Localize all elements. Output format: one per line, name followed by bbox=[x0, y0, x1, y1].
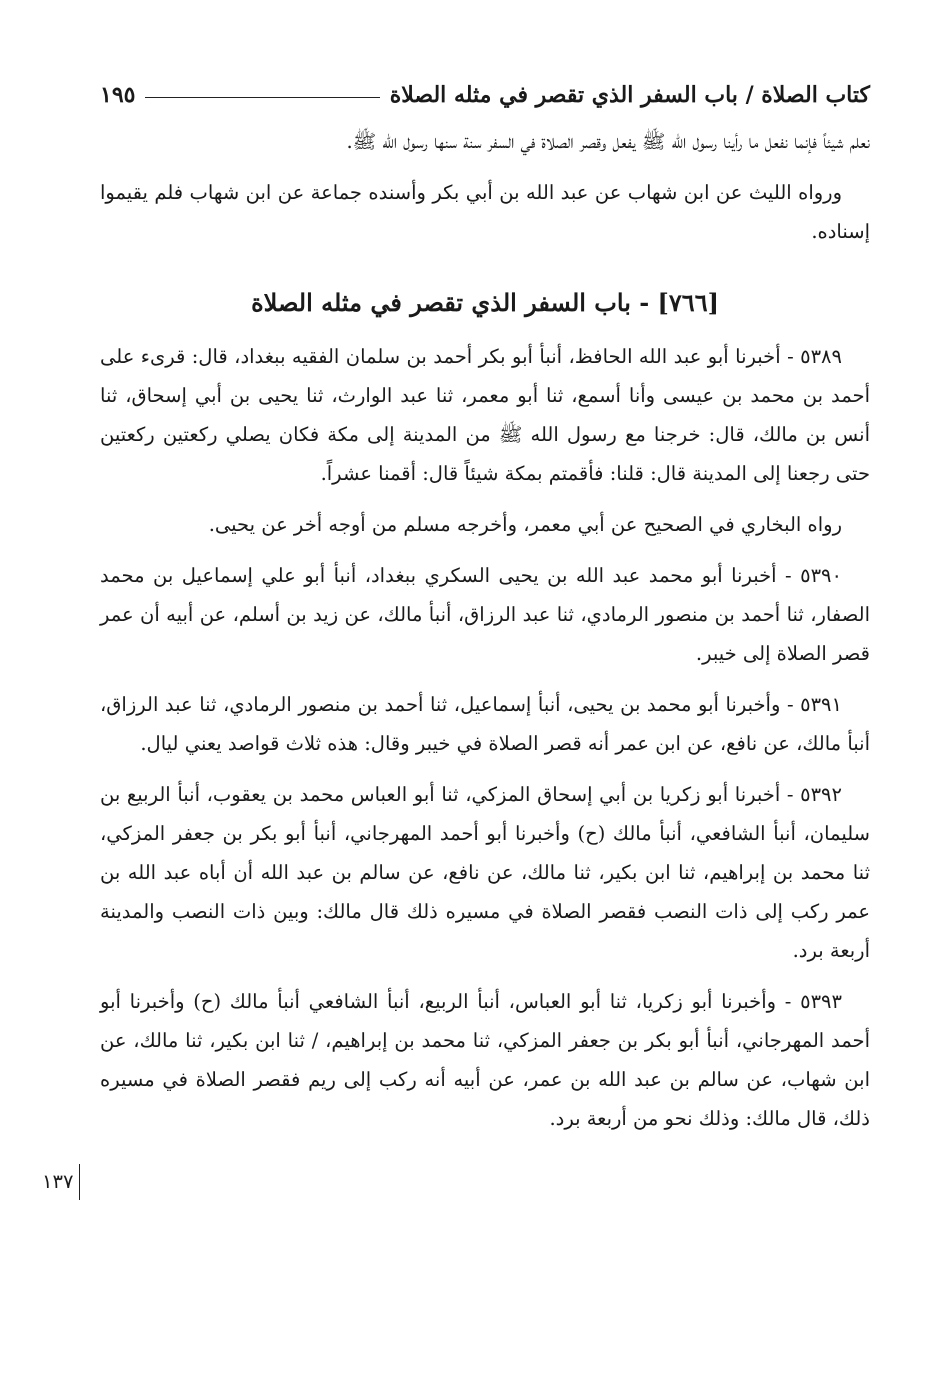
header-rule bbox=[145, 97, 379, 98]
paragraph: نعلم شيئاً فإنما نفعل ما رأينا رسول الله ﷺ يفعل وقصر الصلاة في السفر سنة سنها رسول الله ﷺ. bbox=[346, 130, 870, 153]
body-text bbox=[100, 122, 870, 1150]
commentary-paragraph: رواه البخاري في الصحيح عن أبي معمر، وأخرجه مسلم من أوجه أخر عن يحيى. bbox=[208, 513, 842, 536]
hadith-5391: ٥٣٩١ - وأخبرنا أبو محمد بن يحيى، أنبأ إسماعيل، ثنا أحمد بن منصور الرمادي، ثنا عبد الرزاق، أنبأ مالك، عن نافع، عن ابن عمر أنه قصر الصلاة في خيبر وقال: هذه ثلاث قواصد يعني ليال. bbox=[100, 693, 870, 755]
hadith-5389: ٥٣٨٩ - أخبرنا أبو عبد الله الحافظ، أنبأ أبو بكر أحمد بن سلمان الفقيه ببغداد، قال: قرىء على أحمد بن محمد بن عيسى وأنا أسمع، ثنا أبو معمر، ثنا عبد الوارث، ثنا يحيى بن أبي إسحاق، ثنا أنس بن مالك، قال: خرجنا مع رسول الله ﷺ من المدينة إلى مكة فكان يصلي ركعتين ركعتين حتى رجعنا إلى المدينة قال: قلنا: فأقمتم بمكة شيئاً قال: أقمنا عشراً. bbox=[100, 345, 870, 485]
hadith-5393: ٥٣٩٣ - وأخبرنا أبو زكريا، ثنا أبو العباس، أنبأ الربيع، أنبأ الشافعي أنبأ مالك (ح) وأخبرنا أبو أحمد المهرجاني، أنبأ أبو بكر بن جعفر المزكي، ثنا محمد بن إبراهيم، / ثنا ابن بكير، ثنا مالك، عن ابن شهاب، عن سالم بن عبد الله بن عمر، عن أبيه أنه ركب إلى ريم فقصر الصلاة في مسيره ذلك، قال مالك: وذلك نحو من أربعة برد. bbox=[100, 990, 870, 1130]
hadith-5390: ٥٣٩٠ - أخبرنا أبو محمد عبد الله بن يحيى السكري ببغداد، أنبأ أبو علي إسماعيل بن محمد الصفار، ثنا أحمد بن منصور الرمادي، ثنا عبد الرزاق، أنبأ مالك، عن زيد بن أسلم، عن أبيه أن عمر قصر الصلاة إلى خيبر. bbox=[100, 564, 870, 665]
section-title: [٧٦٦] - باب السفر الذي تقصر في مثله الصلاة bbox=[251, 288, 719, 317]
paragraph: ورواه الليث عن ابن شهاب عن عبد الله بن أبي بكر وأسنده جماعة عن ابن شهاب فلم يقيموا إسناده. bbox=[100, 181, 870, 243]
page-number: ١٩٥ bbox=[100, 82, 136, 108]
running-header bbox=[100, 66, 870, 110]
running-title: كتاب الصلاة / باب السفر الذي تقصر في مثله الصلاة bbox=[389, 82, 870, 108]
hadith-5392: ٥٣٩٢ - أخبرنا أبو زكريا بن أبي إسحاق المزكي، ثنا أبو العباس محمد بن يعقوب، أنبأ الربيع بن سليمان، أنبأ الشافعي، أنبأ مالك (ح) وأخبرنا أبو أحمد المهرجاني، أنبأ أبو بكر بن جعفر المزكي، ثنا محمد بن إبراهيم، ثنا ابن بكير، ثنا مالك، عن نافع، عن سالم بن عبد الله أن أباه عبد الله بن عمر ركب إلى ذات النصب فقصر الصلاة في مسيره ذلك قال مالك: وبين ذات النصب والمدينة أربعة برد. bbox=[100, 783, 870, 962]
margin-page-reference: ١٣٧ bbox=[42, 1164, 80, 1200]
